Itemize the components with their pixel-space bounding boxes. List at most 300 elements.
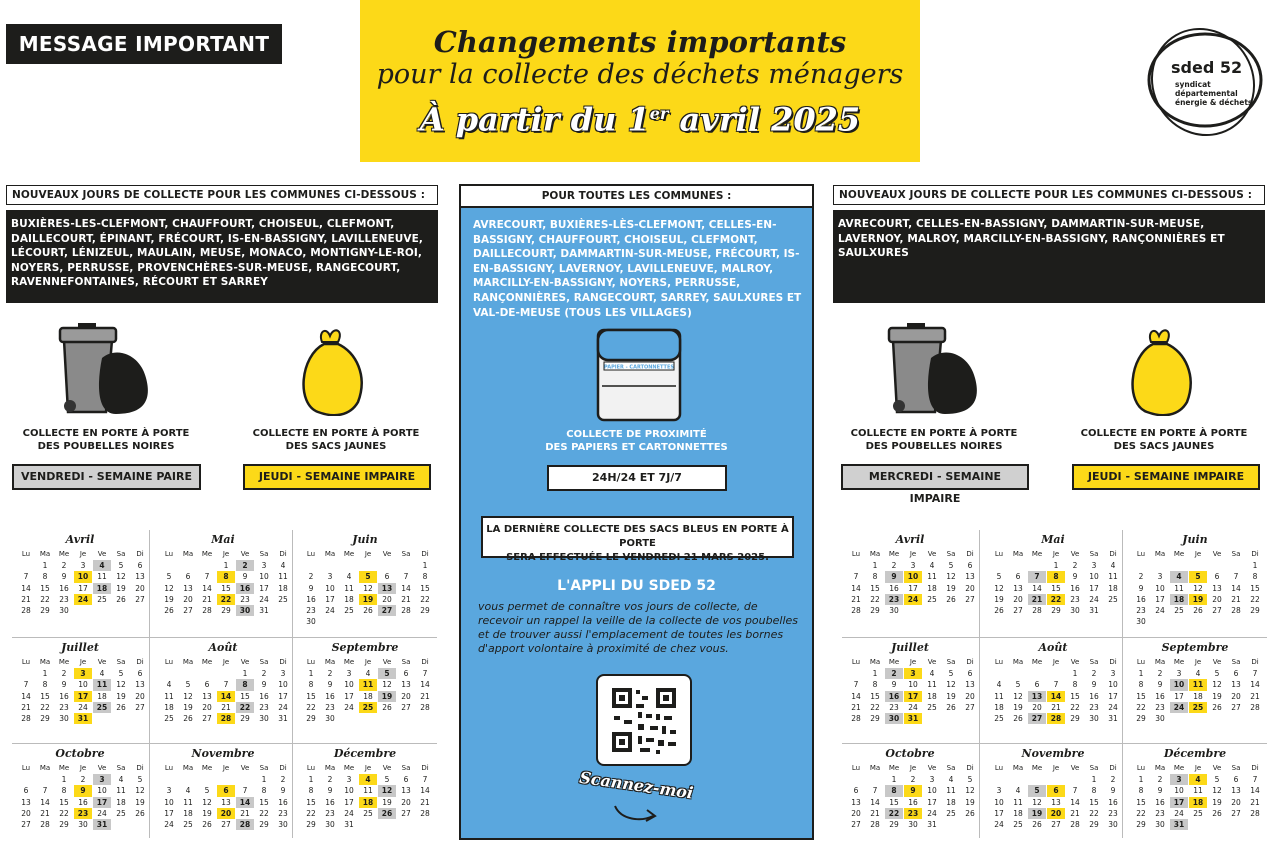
day-cell: 3 <box>74 668 92 679</box>
day-cell: 27 <box>401 702 411 712</box>
day-cell: 16 <box>1136 594 1146 604</box>
day-cell: 14 <box>1032 583 1042 593</box>
weekday-label: Lu <box>1136 658 1146 666</box>
paper-container-icon <box>594 322 684 422</box>
day-cell: 10 <box>927 786 937 796</box>
day-cell: 9 <box>1110 786 1116 796</box>
day-cell: 21 <box>1250 691 1260 701</box>
day-cell: 6 <box>384 572 390 582</box>
day-cell: 7 <box>204 572 210 582</box>
day-cell: 2 <box>61 669 67 679</box>
day-cell: 19 <box>183 702 193 712</box>
day-cell: 1 <box>872 669 878 679</box>
day-cell: 4 <box>1170 571 1188 582</box>
day-cell: 7 <box>1028 571 1046 582</box>
day-cell: 7 <box>1072 786 1078 796</box>
day-cell: 4 <box>1195 669 1201 679</box>
day-cell: 4 <box>1015 786 1021 796</box>
weekday-label: Me <box>201 658 213 666</box>
day-cell: 14 <box>1231 583 1241 593</box>
weekday-label: Je <box>222 550 230 558</box>
weekday-label: Lu <box>21 764 31 772</box>
day-cell: 14 <box>1250 786 1260 796</box>
month-left-2 <box>297 533 433 627</box>
day-cell: 18 <box>93 583 111 594</box>
calendar-divider <box>149 530 150 838</box>
day-cell: 12 <box>378 785 396 796</box>
day-cell: 23 <box>1108 808 1118 818</box>
weekday-label: Ma <box>1012 550 1024 558</box>
day-cell: 14 <box>21 583 31 593</box>
day-cell: 4 <box>118 775 124 785</box>
weekday-label: Di <box>1109 658 1117 666</box>
weekday-label: Sa <box>116 658 126 666</box>
day-cell: 21 <box>851 702 861 712</box>
day-cell: 13 <box>965 680 975 690</box>
day-cell: 14 <box>851 583 861 593</box>
day-cell: 9 <box>242 572 248 582</box>
day-cell: 25 <box>1174 605 1184 615</box>
day-cell: 26 <box>363 605 373 615</box>
day-cell: 24 <box>1108 702 1118 712</box>
weekday-label: Me <box>343 550 355 558</box>
weekday-label: Sa <box>1089 764 1099 772</box>
month-title: Mai <box>211 533 235 546</box>
banner-line-2: pour la collecte des déchets ménagers <box>376 59 904 90</box>
weekday-label: Di <box>1109 550 1117 558</box>
day-cell: 22 <box>885 808 903 819</box>
day-cell: 20 <box>401 691 411 701</box>
day-cell: 18 <box>164 702 174 712</box>
day-cell: 24 <box>97 808 107 818</box>
day-cell: 1 <box>61 775 67 785</box>
day-cell: 14 <box>420 680 430 690</box>
container-label: PAPIER - CARTONNETTES <box>604 364 674 371</box>
day-cell: 29 <box>1051 605 1061 615</box>
weekday-label: Sa <box>401 550 411 558</box>
weekday-label: Je <box>1052 550 1060 558</box>
month-left-0 <box>12 533 148 616</box>
day-cell: 24 <box>278 702 288 712</box>
left-yellow-day: JEUDI - SEMAINE IMPAIRE <box>243 464 431 490</box>
left-black-day: VENDREDI - SEMAINE PAIRE <box>12 464 201 490</box>
weekday-label: Lu <box>164 658 174 666</box>
month-title: Octobre <box>885 747 935 760</box>
month-title: Octobre <box>55 747 105 760</box>
day-cell: 27 <box>1028 713 1046 724</box>
weekday-label: Je <box>364 764 372 772</box>
day-cell: 20 <box>135 691 145 701</box>
day-cell: 30 <box>78 819 88 829</box>
day-cell: 19 <box>116 583 126 593</box>
day-cell: 11 <box>363 786 373 796</box>
qr-code-icon <box>598 676 690 764</box>
day-cell: 18 <box>1193 691 1203 701</box>
day-cell: 7 <box>1252 775 1258 785</box>
month-title: Novembre <box>191 747 255 760</box>
day-cell: 10 <box>1174 786 1184 796</box>
day-cell: 27 <box>1051 819 1061 829</box>
day-cell: 8 <box>1072 680 1078 690</box>
day-cell: 12 <box>994 583 1004 593</box>
day-cell: 6 <box>204 680 210 690</box>
day-cell: 6 <box>967 561 973 571</box>
day-cell: 31 <box>1108 713 1118 723</box>
day-cell: 11 <box>1174 583 1184 593</box>
calendar-divider <box>1122 530 1123 838</box>
weekday-label: Sa <box>401 764 411 772</box>
day-cell: 9 <box>891 680 897 690</box>
banner-line-3 <box>360 92 920 142</box>
day-cell: 16 <box>908 797 918 807</box>
day-cell: 6 <box>23 786 29 796</box>
day-cell: 23 <box>59 594 69 604</box>
day-cell: 8 <box>217 571 235 582</box>
day-cell: 24 <box>1089 594 1099 604</box>
day-cell: 15 <box>1070 691 1080 701</box>
day-cell: 14 <box>1047 691 1065 702</box>
day-cell: 30 <box>885 713 903 724</box>
day-cell: 23 <box>59 702 69 712</box>
day-cell: 27 <box>965 594 975 604</box>
day-cell: 17 <box>908 583 918 593</box>
app-title: L'APPLI DU SDED 52 <box>557 578 716 594</box>
day-cell: 7 <box>872 786 878 796</box>
day-cell: 4 <box>280 561 286 571</box>
day-cell: 2 <box>280 775 286 785</box>
day-cell: 28 <box>1047 713 1065 724</box>
day-cell: 11 <box>116 786 126 796</box>
weekday-label: Di <box>966 764 974 772</box>
day-cell: 21 <box>1028 594 1046 605</box>
day-cell: 16 <box>1155 691 1165 701</box>
month-left-6 <box>12 747 148 830</box>
day-cell: 10 <box>1155 583 1165 593</box>
weekday-label: Je <box>222 764 230 772</box>
day-cell: 12 <box>363 583 373 593</box>
day-cell: 8 <box>308 786 314 796</box>
day-cell: 9 <box>74 785 92 796</box>
day-cell: 17 <box>927 797 937 807</box>
yellow-bag-icon <box>300 326 364 416</box>
day-cell: 1 <box>872 561 878 571</box>
day-cell: 2 <box>1110 775 1116 785</box>
day-cell: 17 <box>344 797 354 807</box>
weekday-label: Sa <box>259 550 269 558</box>
day-cell: 9 <box>61 572 67 582</box>
day-cell: 1 <box>308 669 314 679</box>
weekday-label: Je <box>909 550 917 558</box>
day-cell: 5 <box>137 775 143 785</box>
weekday-label: Ve <box>1212 764 1222 772</box>
day-cell: 31 <box>74 713 92 724</box>
day-cell: 5 <box>118 561 124 571</box>
weekday-label: Ve <box>1212 658 1222 666</box>
day-cell: 7 <box>23 680 29 690</box>
day-cell: 7 <box>1053 680 1059 690</box>
day-cell: 1 <box>42 561 48 571</box>
day-cell: 5 <box>948 669 954 679</box>
day-cell: 7 <box>422 775 428 785</box>
day-cell: 26 <box>946 702 956 712</box>
day-cell: 12 <box>202 797 212 807</box>
weekday-label: Je <box>909 658 917 666</box>
day-cell: 26 <box>378 808 396 819</box>
day-cell: 9 <box>885 571 903 582</box>
day-cell: 3 <box>93 774 111 785</box>
day-cell: 16 <box>59 583 69 593</box>
day-cell: 31 <box>259 605 269 615</box>
day-cell: 23 <box>1136 605 1146 615</box>
day-cell: 2 <box>236 560 254 571</box>
arrow-icon <box>611 800 661 826</box>
day-cell: 2 <box>1157 669 1163 679</box>
weekday-label: Lu <box>306 764 316 772</box>
day-cell: 3 <box>80 561 86 571</box>
day-cell: 18 <box>183 808 193 818</box>
month-title: Août <box>208 641 238 654</box>
day-cell: 24 <box>344 702 354 712</box>
day-cell: 14 <box>1250 680 1260 690</box>
weekday-label: Ve <box>382 658 392 666</box>
weekday-label: Di <box>136 550 144 558</box>
day-cell: 13 <box>21 797 31 807</box>
weekday-label: Ve <box>1070 658 1080 666</box>
day-cell: 2 <box>910 775 916 785</box>
day-cell: 2 <box>80 775 86 785</box>
weekday-label: Ve <box>1070 764 1080 772</box>
day-cell: 22 <box>1136 702 1146 712</box>
day-cell: 28 <box>217 713 235 724</box>
day-cell: 21 <box>420 691 430 701</box>
day-cell: 27 <box>221 819 231 829</box>
day-cell: 11 <box>994 691 1004 701</box>
middle-communes: AVRECOURT, BUXIÈRES-LÈS-CLEFMONT, CELLES-EN-BASSIGNY, CHAUFFOURT, CHOISEUL, CLEFMONT, DAILLECOURT, DAMMARTIN-SUR-MEUSE, FRÉCOURT, IS-EN-BASSIGNY, LAVERNOY, LAVILLENEUVE, MALROY, MARCILLY-EN-BASSIGNY, NOYERS, PERRUSSE, RANÇONNIÈRES, RANGECOURT, SARREY, SAULXURES ET VAL-DE-MEUSE (TOUS LES VILLAGES) <box>473 219 802 319</box>
day-cell: 7 <box>23 572 29 582</box>
day-cell: 22 <box>420 594 430 604</box>
day-cell: 28 <box>1032 605 1042 615</box>
weekday-label: Ve <box>382 550 392 558</box>
day-cell: 18 <box>363 691 373 701</box>
app-description: vous permet de connaître vos jours de collecte, de recevoir un rappel la veille de la collecte de vos poubelles et de trouver aussi l'emplacement de toutes les bornes d'apport volontaire à proximité de chez vous. <box>478 600 798 655</box>
day-cell: 24 <box>259 594 269 604</box>
left-header: NOUVEAUX JOURS DE COLLECTE POUR LES COMMUNES CI-DESSOUS : <box>6 185 438 205</box>
day-cell: 22 <box>870 594 880 604</box>
day-cell: 20 <box>183 594 193 604</box>
weekday-label: Je <box>79 658 87 666</box>
month-title: Juillet <box>61 641 99 654</box>
day-cell: 26 <box>1193 605 1203 615</box>
day-cell: 26 <box>382 702 392 712</box>
calendar-divider <box>979 530 980 838</box>
day-cell: 16 <box>1070 583 1080 593</box>
day-cell: 14 <box>420 786 430 796</box>
day-cell: 25 <box>994 713 1004 723</box>
qr-code[interactable] <box>596 674 692 766</box>
day-cell: 10 <box>344 680 354 690</box>
day-cell: 27 <box>1013 605 1023 615</box>
day-cell: 30 <box>236 605 254 616</box>
day-cell: 13 <box>401 680 411 690</box>
day-cell: 23 <box>325 702 335 712</box>
day-cell: 15 <box>420 583 430 593</box>
day-cell: 2 <box>61 561 67 571</box>
weekday-label: Di <box>279 550 287 558</box>
day-cell: 15 <box>259 797 269 807</box>
weekday-label: Je <box>79 550 87 558</box>
day-cell: 17 <box>93 797 111 808</box>
yellow-bag-icon-right <box>1129 326 1193 416</box>
day-cell: 28 <box>202 605 212 615</box>
weekday-label: Ma <box>182 764 194 772</box>
day-cell: 17 <box>259 583 269 593</box>
day-cell: 5 <box>996 572 1002 582</box>
weekday-label: Me <box>888 550 900 558</box>
day-cell: 13 <box>1212 583 1222 593</box>
day-cell: 6 <box>403 775 409 785</box>
day-cell: 24 <box>908 702 918 712</box>
month-title: Septembre <box>331 641 399 654</box>
day-cell: 29 <box>1136 819 1146 829</box>
day-cell: 29 <box>870 713 880 723</box>
day-cell: 17 <box>994 808 1004 818</box>
day-cell: 4 <box>93 560 111 571</box>
day-cell: 8 <box>422 572 428 582</box>
weekday-label: Sa <box>946 658 956 666</box>
day-cell: 30 <box>1070 605 1080 615</box>
day-cell: 17 <box>1155 594 1165 604</box>
day-cell: 26 <box>183 713 193 723</box>
day-cell: 25 <box>116 808 126 818</box>
day-cell: 27 <box>135 702 145 712</box>
day-cell: 15 <box>889 797 899 807</box>
day-cell: 11 <box>93 679 111 690</box>
day-cell: 3 <box>996 786 1002 796</box>
weekday-label: Je <box>79 764 87 772</box>
weekday-label: Sa <box>1231 550 1241 558</box>
day-cell: 25 <box>97 594 107 604</box>
day-cell: 20 <box>202 702 212 712</box>
day-cell: 14 <box>236 797 254 808</box>
day-cell: 27 <box>202 713 212 723</box>
weekday-label: Ma <box>39 550 51 558</box>
day-cell: 20 <box>401 797 411 807</box>
day-cell: 13 <box>183 583 193 593</box>
day-cell: 18 <box>994 702 1004 712</box>
day-cell: 6 <box>967 669 973 679</box>
calendar-divider <box>292 530 293 838</box>
day-cell: 30 <box>1108 819 1118 829</box>
day-cell: 30 <box>59 605 69 615</box>
day-cell: 20 <box>851 808 861 818</box>
day-cell: 19 <box>946 691 956 701</box>
day-cell: 24 <box>74 594 92 605</box>
day-cell: 26 <box>994 605 1004 615</box>
day-cell: 24 <box>904 594 922 605</box>
day-cell: 5 <box>378 668 396 679</box>
day-cell: 26 <box>1212 702 1222 712</box>
banner-line-1: Changements importants <box>433 25 847 59</box>
day-cell: 1 <box>1091 775 1097 785</box>
day-cell: 28 <box>1250 702 1260 712</box>
day-cell: 19 <box>1212 691 1222 701</box>
day-cell: 15 <box>1136 691 1146 701</box>
right-yellow-caption: COLLECTE EN PORTE À PORTE DES SACS JAUNES <box>1080 428 1248 452</box>
day-cell: 7 <box>1233 572 1239 582</box>
month-title: Septembre <box>1161 641 1229 654</box>
day-cell: 25 <box>1108 594 1118 604</box>
day-cell: 29 <box>306 819 316 829</box>
day-cell: 22 <box>306 808 316 818</box>
day-cell: 24 <box>1155 605 1165 615</box>
day-cell: 26 <box>116 702 126 712</box>
day-cell: 11 <box>1189 679 1207 690</box>
day-cell: 28 <box>870 819 880 829</box>
day-cell: 10 <box>259 572 269 582</box>
logo-sub-2: énergie & déchets <box>1175 98 1253 107</box>
day-cell: 25 <box>1193 808 1203 818</box>
weekday-label: Me <box>1173 764 1185 772</box>
day-cell: 16 <box>885 691 903 702</box>
day-cell: 30 <box>889 605 899 615</box>
day-cell: 31 <box>1170 819 1188 830</box>
weekday-label: Lu <box>21 658 31 666</box>
day-cell: 23 <box>74 808 92 819</box>
day-cell: 5 <box>1214 669 1220 679</box>
day-cell: 7 <box>853 680 859 690</box>
day-cell: 17 <box>164 808 174 818</box>
weekday-label: Sa <box>116 550 126 558</box>
weekday-label: Di <box>1251 658 1259 666</box>
day-cell: 23 <box>278 808 288 818</box>
day-cell: 28 <box>1231 605 1241 615</box>
day-cell: 3 <box>1091 561 1097 571</box>
calendar-divider <box>842 637 1267 638</box>
day-cell: 22 <box>1136 808 1146 818</box>
day-cell: 18 <box>946 797 956 807</box>
month-right-1 <box>985 533 1121 616</box>
message-important-badge: MESSAGE IMPORTANT <box>6 24 282 64</box>
day-cell: 25 <box>278 594 288 604</box>
day-cell: 18 <box>116 797 126 807</box>
day-cell: 20 <box>1231 691 1241 701</box>
weekday-label: Di <box>421 550 429 558</box>
day-cell: 8 <box>1138 680 1144 690</box>
day-cell: 5 <box>1189 571 1207 582</box>
day-cell: 3 <box>327 572 333 582</box>
day-cell: 1 <box>1138 775 1144 785</box>
day-cell: 20 <box>1013 594 1023 604</box>
day-cell: 6 <box>217 785 235 796</box>
day-cell: 16 <box>278 797 288 807</box>
day-cell: 21 <box>40 808 50 818</box>
day-cell: 30 <box>325 819 335 829</box>
weekday-label: Ma <box>39 764 51 772</box>
day-cell: 18 <box>97 691 107 701</box>
day-cell: 11 <box>278 572 288 582</box>
day-cell: 12 <box>183 691 193 701</box>
day-cell: 11 <box>164 691 174 701</box>
day-cell: 19 <box>1013 702 1023 712</box>
day-cell: 14 <box>40 797 50 807</box>
day-cell: 19 <box>135 797 145 807</box>
logo-subtitle <box>1175 80 1265 107</box>
day-cell: 26 <box>1212 808 1222 818</box>
day-cell: 20 <box>21 808 31 818</box>
day-cell: 2 <box>327 775 333 785</box>
middle-header: POUR TOUTES LES COMMUNES : <box>461 186 812 208</box>
day-cell: 13 <box>965 572 975 582</box>
